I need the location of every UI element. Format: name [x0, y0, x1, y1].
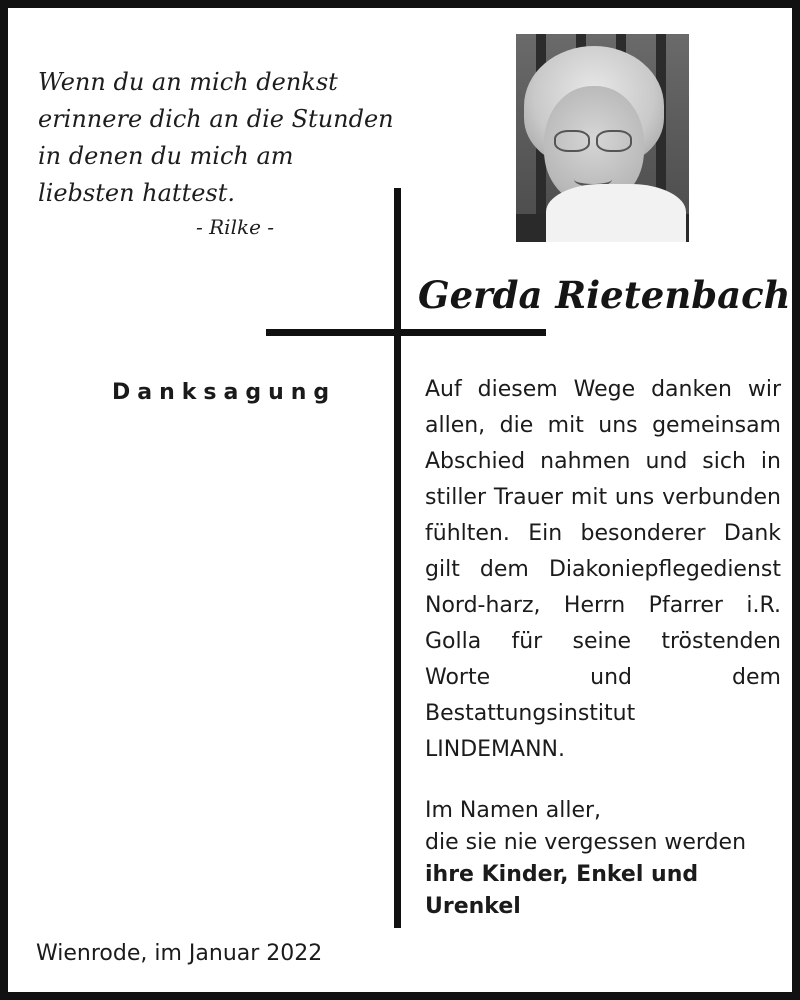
quote-line: in denen du mich am: [38, 142, 294, 170]
closing-line: Im Namen aller,: [425, 798, 602, 823]
portrait-photo: [516, 34, 689, 242]
cross-vertical-bar: [394, 188, 401, 928]
portrait-glasses: [554, 130, 632, 150]
quote-author: - Rilke -: [196, 215, 275, 239]
deceased-name: Gerda Rietenbach: [418, 273, 791, 317]
closing-signature: [425, 795, 746, 923]
closing-family: ihre Kinder, Enkel und: [425, 862, 699, 887]
cross-horizontal-bar: [266, 329, 546, 336]
closing-family: Urenkel: [425, 894, 521, 919]
thanks-text: Auf diesem Wege danken wir allen, die mit uns gemeinsam Abschied nahmen und sich in stiller Trauer mit uns verbunden fühlten. Ein besonderer Dank gilt dem Diakoniepflegedienst Nord-harz, Herrn Pfarrer i.R. Golla für seine tröstenden Worte und dem Bestattungsinstitut LINDEMANN.: [425, 377, 781, 762]
portrait-scarf: [546, 184, 686, 242]
quote-line: Wenn du an mich denkst: [38, 68, 338, 96]
quote-line: liebsten hattest.: [38, 179, 236, 207]
quote-line: erinnere dich an die Stunden: [38, 105, 394, 133]
place-date: Wienrode, im Januar 2022: [36, 941, 323, 966]
memorial-quote: [38, 64, 394, 242]
closing-line: die sie nie vergessen werden: [425, 830, 747, 855]
notice-heading: Danksagung: [112, 380, 337, 405]
